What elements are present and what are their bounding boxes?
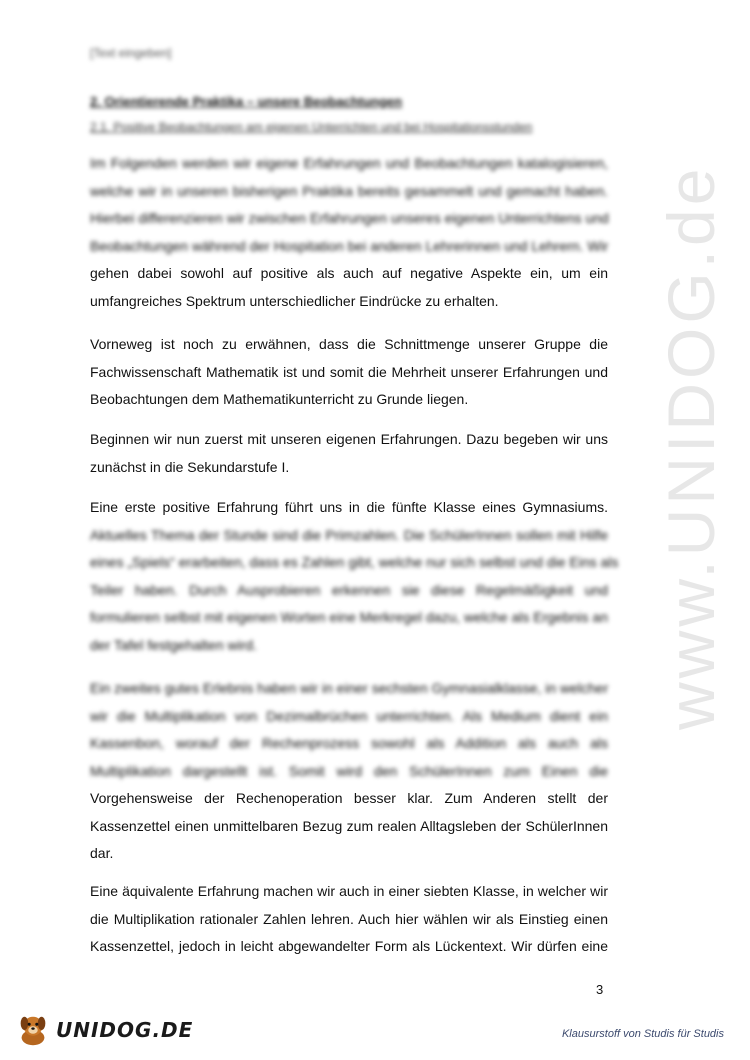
text-line: Fachwissenschaft Mathematik ist und somit die Mehrheit unserer Erfahrungen und xyxy=(90,363,608,380)
dog-mascot-icon xyxy=(14,1011,52,1049)
header-placeholder: [Text eingeben] xyxy=(90,46,172,60)
paragraph-6 xyxy=(90,878,608,961)
text-line: gehen dabei sowohl auf positive als auch auf negative Aspekte ein, um ein xyxy=(90,265,608,281)
page-number: 3 xyxy=(596,982,604,997)
text-line: Kassenzettel, jedoch in leicht abgewandelter Form als Lückentext. Wir dürfen eine xyxy=(90,938,608,954)
text-line: Multiplikation dargestellt ist. Somit wird den SchülerInnen zum Einen die xyxy=(90,762,608,779)
text-line: Kassenzettel einen unmittelbaren Bezug zum realen Alltagsleben der SchülerInnen xyxy=(90,817,608,834)
watermark: www.UNIDOG.de xyxy=(654,164,728,730)
text-line: welche wir in unseren bisherigen Praktika bereits gesammelt und gemacht haben. xyxy=(90,182,608,199)
section-subtitle: 2.1. Positive Beobachtungen am eigenen Unterrichten und bei Hospitationsstunden xyxy=(90,120,533,134)
text-line: umfangreiches Spektrum unterschiedlicher Eindrücke zu erhalten. xyxy=(90,292,499,309)
paragraph-5 xyxy=(90,675,608,868)
paragraph-3 xyxy=(90,426,608,481)
text-line: Beobachtungen während der Hospitation bei anderen Lehrerinnen und Lehrern. Wir xyxy=(90,237,609,254)
text-line: Im Folgenden werden wir eigene Erfahrungen und Beobachtungen katalogisieren, xyxy=(90,155,608,171)
text-line: eines „Spiels“ erarbeiten, dass es Zahlen gibt, welche nur sich selbst und die Eins als xyxy=(90,554,619,570)
text-line: zunächst in die Sekundarstufe I. xyxy=(90,458,290,475)
unidog-logo[interactable] xyxy=(14,1010,193,1050)
text-line: die Multiplikation rationaler Zahlen lehren. Auch hier wählen wir als Einstieg einen xyxy=(90,910,608,927)
text-line: Aktuelles Thema der Stunde sind die Primzahlen. Die SchülerInnen sollen mit Hilfe xyxy=(90,526,608,543)
paragraph-2 xyxy=(90,331,608,414)
logo-text: UNIDOG.DE xyxy=(56,1018,194,1042)
text-line: Eine äquivalente Erfahrung machen wir auch in einer siebten Klasse, in welcher wir xyxy=(90,883,608,899)
text-line: Beobachtungen dem Mathematikunterricht zu Grunde liegen. xyxy=(90,391,469,407)
text-line: Eine erste positive Erfahrung führt uns in die fünfte Klasse eines Gymnasiums. xyxy=(90,499,608,515)
text-line: Ein zweites gutes Erlebnis haben wir in einer sechsten Gymnasialklasse, in welcher xyxy=(90,680,609,696)
text-line: Vorneweg ist noch zu erwähnen, dass die Schnittmenge unserer Gruppe die xyxy=(90,336,608,352)
text-line: Teiler haben. Durch Ausprobieren erkennen sie diese Regelmäßigkeit und xyxy=(90,581,608,598)
text-line: formulieren selbst mit eigenen Worten eine Merkregel dazu, welche als Ergebnis an xyxy=(90,609,609,625)
text-line: Beginnen wir nun zuerst mit unseren eigenen Erfahrungen. Dazu begeben wir uns xyxy=(90,431,608,447)
text-line: Kassenbon, worauf der Rechenprozess sowohl als Addition als auch als xyxy=(90,735,608,751)
paragraph-4 xyxy=(90,494,619,659)
text-line: Hierbei differenzieren wir zwischen Erfahrungen unseres eigenen Unterrichtens und xyxy=(90,210,609,226)
text-line: dar. xyxy=(90,845,114,861)
text-line: wir die Multiplikation von Dezimalbrüchen unterrichten. Als Medium dient ein xyxy=(90,707,608,724)
footer-tagline: Klausurstoff von Studis für Studis xyxy=(561,1028,724,1040)
section-title: 2. Orientierende Praktika – unsere Beobachtungen xyxy=(90,94,403,109)
paragraph-1 xyxy=(90,150,608,315)
text-line: Vorgehensweise der Rechenoperation besser klar. Zum Anderen stellt der xyxy=(90,790,608,806)
text-line: der Tafel festgehalten wird. xyxy=(90,636,258,653)
